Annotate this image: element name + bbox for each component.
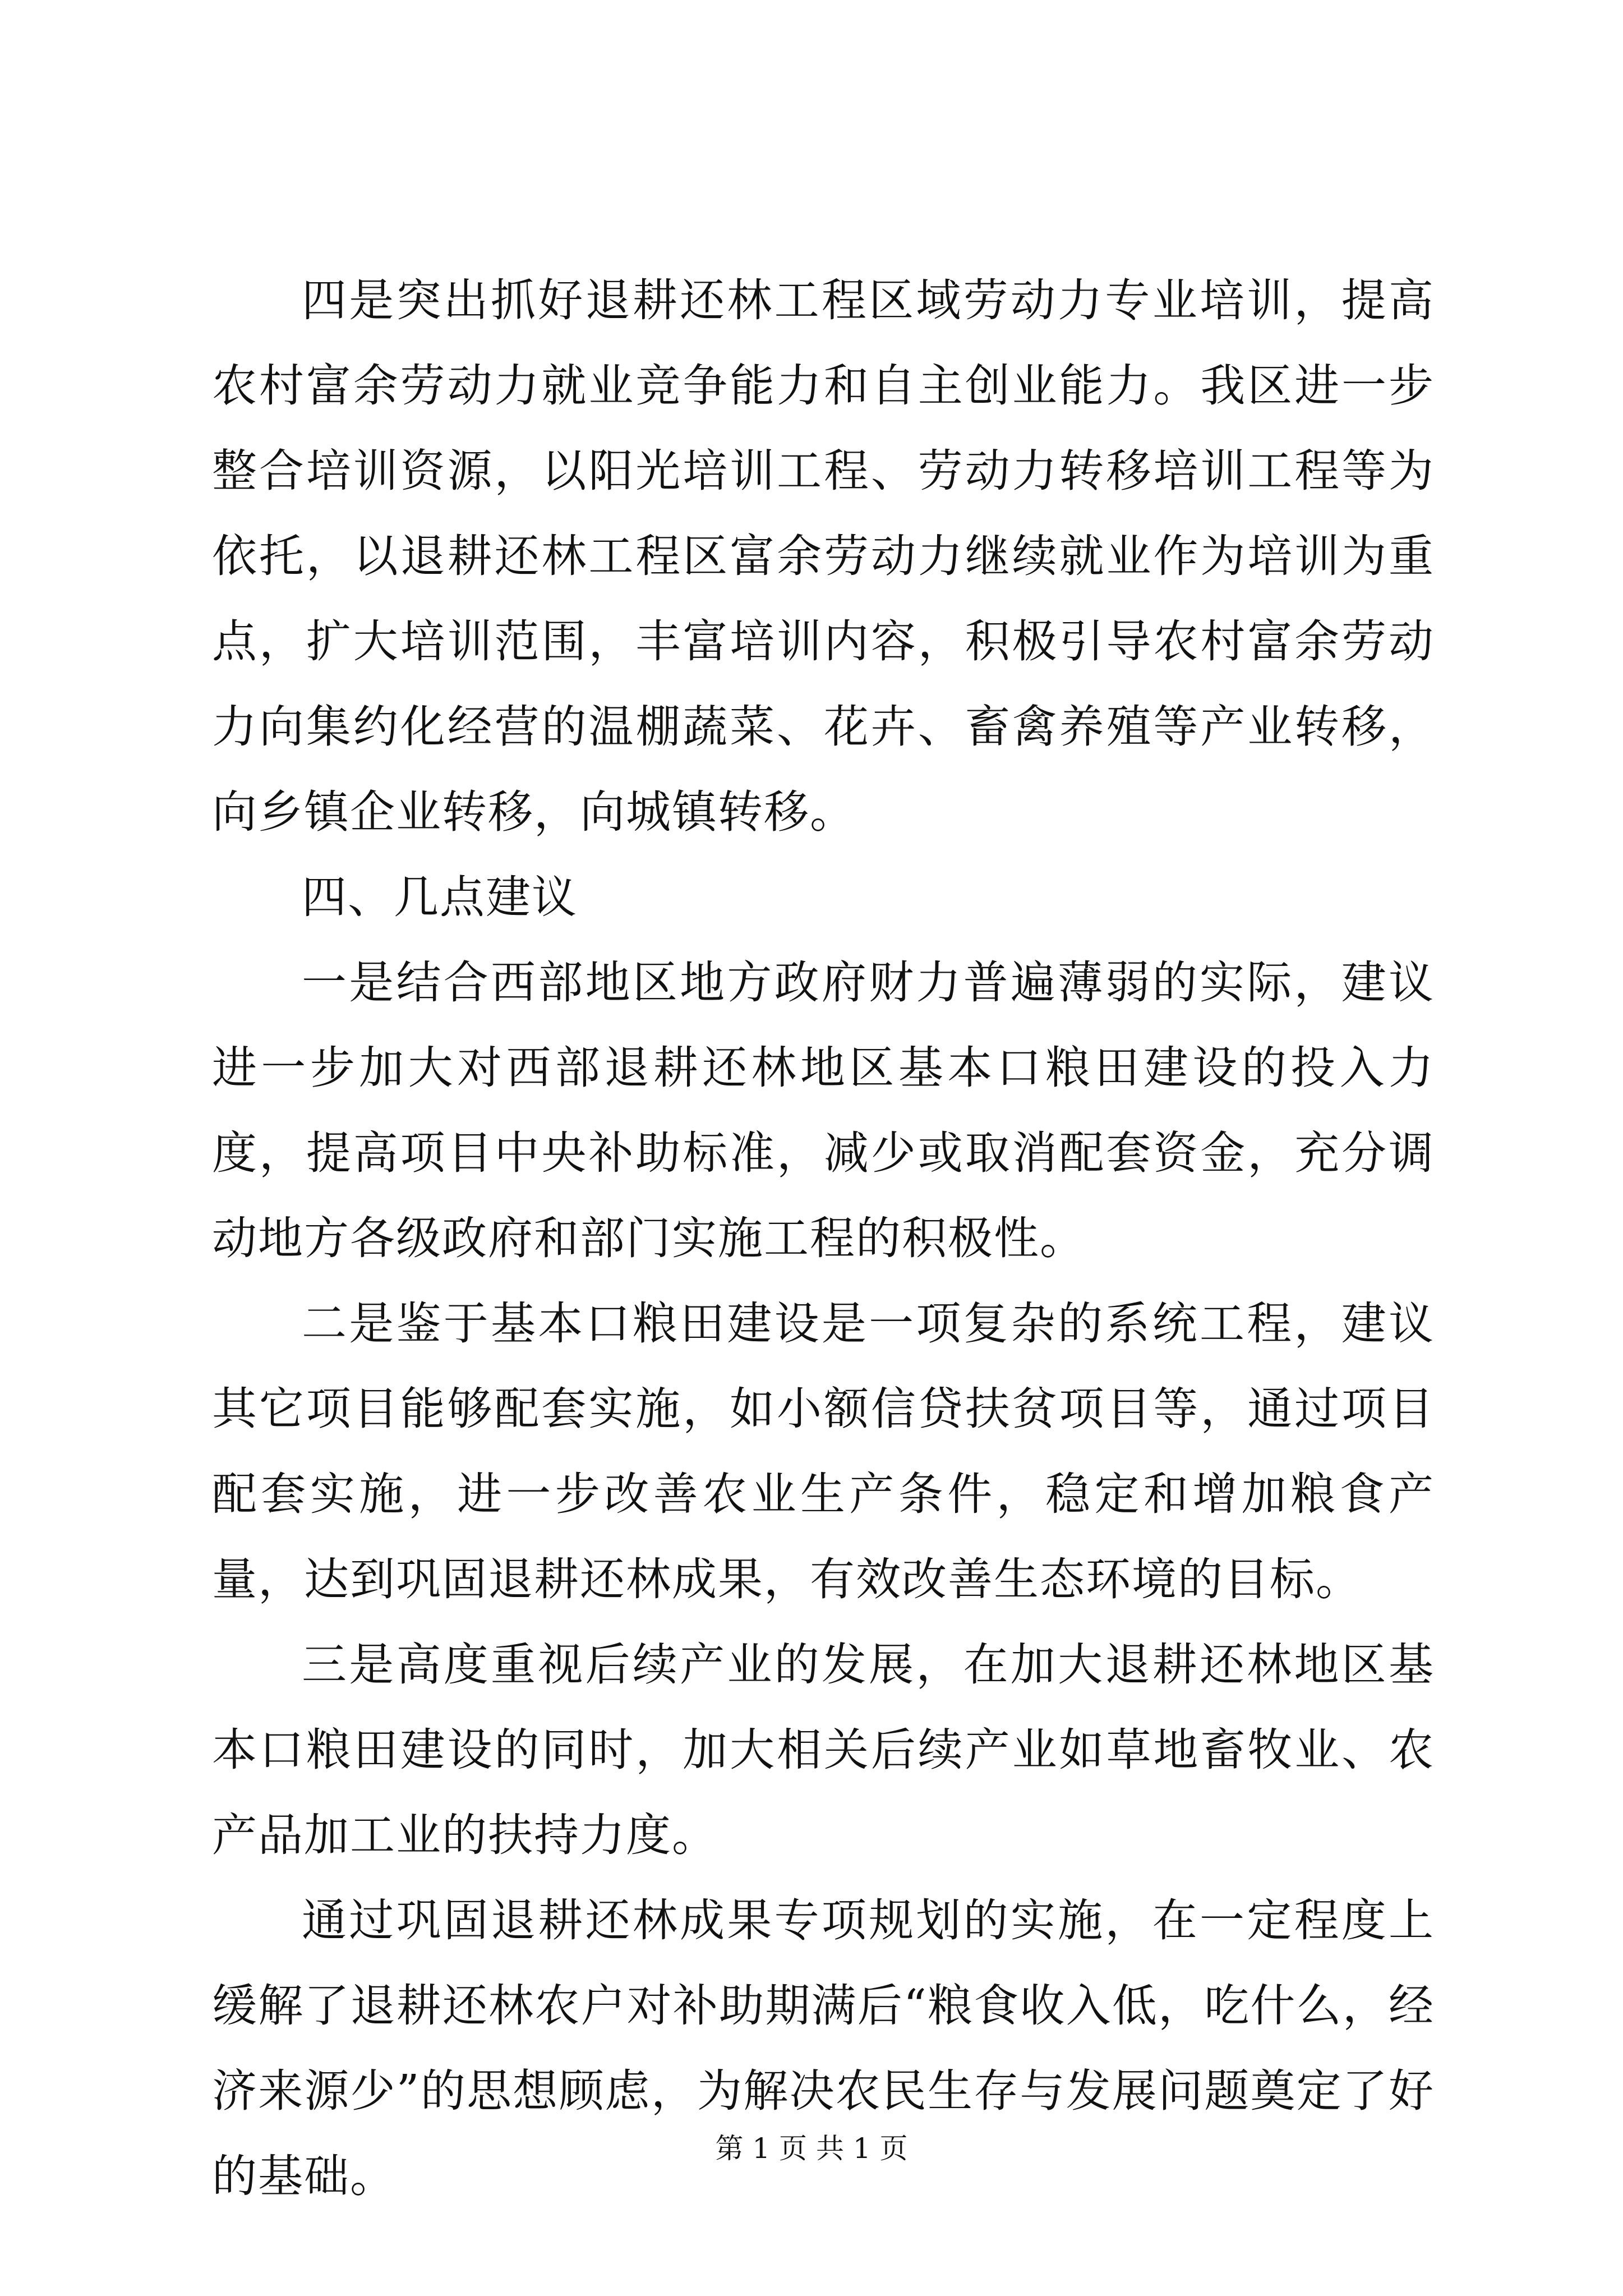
paragraph-training: 四是突出抓好退耕还林工程区域劳动力专业培训，提高农村富余劳动力就业竞争能力和自主创业能力。我区进一步整合培训资源，以阳光培训工程、劳动力转移培训工程等为依托，以退耕还林工程区富余劳动力继续就业作为培训为重点，扩大培训范围，丰富培训内容，积极引导农村富余劳动力向集约化经营的温棚蔬菜、花卉、畜禽养殖等产业转移，向乡镇企业转移，向城镇转移。 (212, 274, 1435, 838)
section-heading-suggestions: 四、几点建议 (302, 871, 578, 923)
paragraph-suggestion-2: 二是鉴于基本口粮田建设是一项复杂的系统工程，建议其它项目能够配套实施，如小额信贷扶贫项目等，通过项目配套实施，进一步改善农业生产条件，稳定和增加粮食产量，达到巩固退耕还林成果，有效改善生态环境的目标。 (212, 1297, 1435, 1605)
paragraph-suggestion-1: 一是结合西部地区地方政府财力普遍薄弱的实际，建议进一步加大对西部退耕还林地区基本口粮田建设的投入力度，提高项目中央补助标准，减少或取消配套资金，充分调动地方各级政府和部门实施工程的积极性。 (212, 956, 1435, 1264)
document-body (212, 258, 1435, 2219)
paragraph-conclusion: 通过巩固退耕还林成果专项规划的实施，在一定程度上缓解了退耕还林农户对补助期满后“粮食收入低，吃什么，经济来源少”的思想顾虑，为解决农民生存与发展问题奠定了好的基础。 (212, 1894, 1435, 2202)
paragraph-suggestion-3: 三是高度重视后续产业的发展，在加大退耕还林地区基本口粮田建设的同时，加大相关后续产业如草地畜牧业、农产品加工业的扶持力度。 (212, 1639, 1435, 1861)
page-number-footer: 第 1 页 共 1 页 (715, 2132, 908, 2165)
